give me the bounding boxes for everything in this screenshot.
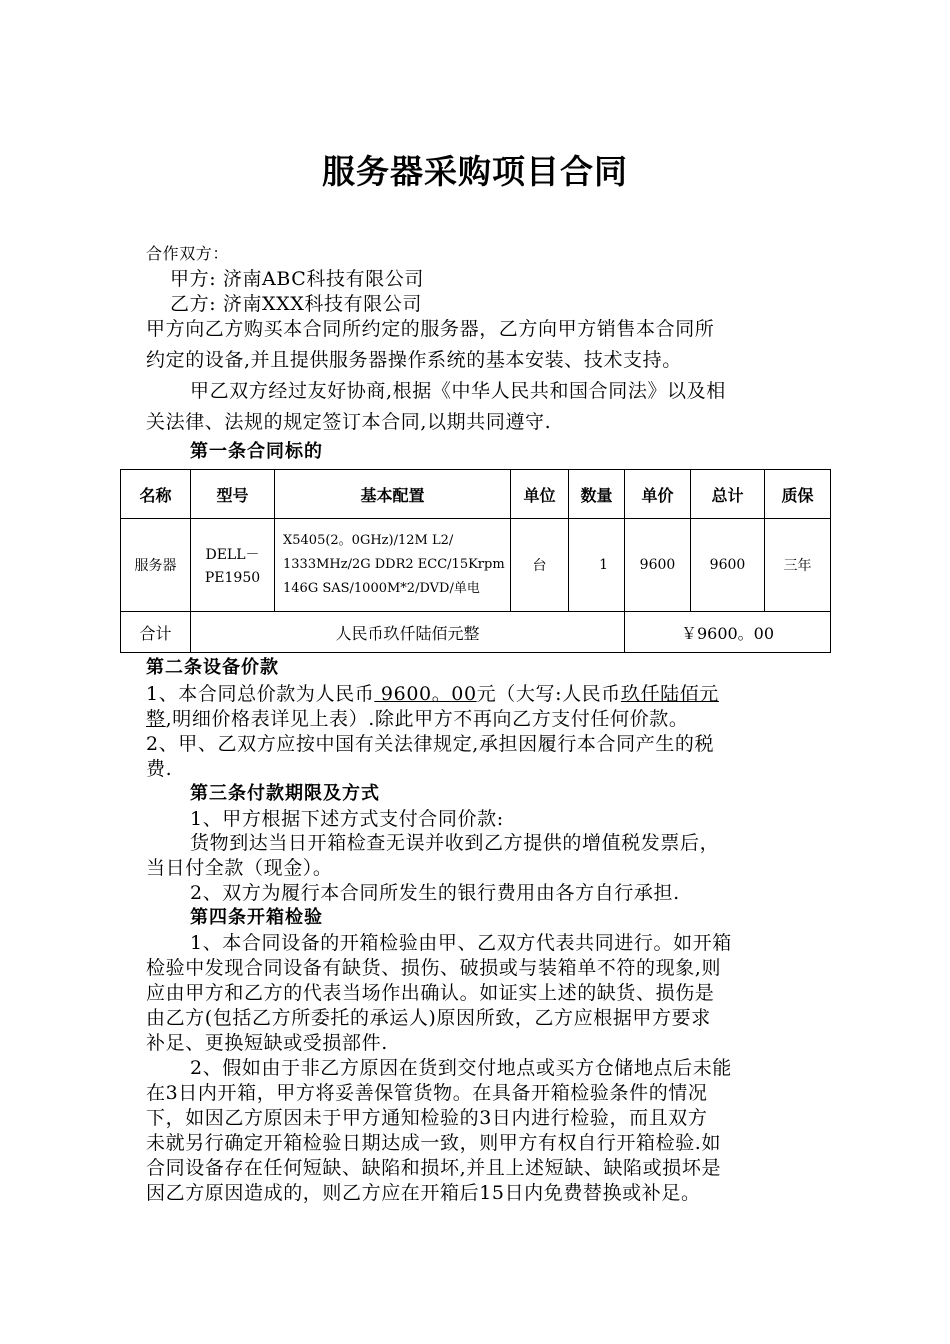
article4-heading: 第四条开箱检验 (190, 907, 323, 928)
article3-line: 货物到达当日开箱检查无误并收到乙方提供的增值税发票后， (190, 832, 720, 854)
total-label: 合计 (121, 612, 191, 653)
article3-line: 2、双方为履行本合同所发生的银行费用由各方自行承担. (190, 882, 680, 904)
cell-model-line: DELL－ (205, 547, 260, 563)
cell-name: 服务器 (121, 519, 191, 612)
intro-paragraph-line: 约定的设备,并且提供服务器操作系统的基本安装、技术支持。 (146, 349, 682, 371)
table-total-row (121, 612, 831, 653)
article3-line: 当日付全款（现金）。 (146, 857, 333, 879)
table-header-row (121, 470, 831, 519)
page-title: 服务器采购项目合同 (322, 152, 628, 191)
article4-line: 下，如因乙方原因未于甲方通知检验的3日内进行检验，而且双方 (146, 1107, 708, 1129)
header-cell-model: 型号 (191, 470, 275, 519)
cell-warranty: 三年 (765, 519, 831, 612)
article3-heading: 第三条付款期限及方式 (190, 783, 380, 804)
article2-line (146, 706, 689, 732)
intro-paragraph-line: 甲方向乙方购买本合同所约定的服务器，乙方向甲方销售本合同所 (146, 318, 715, 340)
header-cell-unit-price: 单价 (625, 470, 691, 519)
article2-line: 2、甲、乙双方应按中国有关法律规定,承担因履行本合同产生的税 (146, 733, 715, 755)
article2-text: 元（大写:人民币 (476, 683, 621, 705)
total-amount: ￥9600。00 (625, 612, 831, 653)
header-cell-total: 总计 (691, 470, 765, 519)
article4-line: 在3日内开箱，甲方将妥善保管货物。在具备开箱检验条件的情况 (146, 1082, 708, 1104)
article4-line: 应由甲方和乙方的代表当场作出确认。如证实上述的缺货、损伤是 (146, 982, 715, 1004)
article2-line: 费. (146, 758, 173, 780)
cell-config-line: 146G SAS/1000M*2/DVD/单电 (283, 581, 480, 596)
cell-unit: 台 (511, 519, 569, 612)
cell-model-line: PE1950 (204, 570, 261, 586)
article4-line: 由乙方(包括乙方所委托的承运人)原因所致，乙方应根据甲方要求 (146, 1007, 711, 1029)
article4-line: 补足、更换短缺或受损部件. (146, 1032, 388, 1054)
header-cell-name: 名称 (121, 470, 191, 519)
table-row (121, 519, 831, 612)
parties-label: 合作双方： (146, 244, 230, 263)
total-price-words: 整 (146, 708, 166, 730)
cell-unit-price: 9600 (625, 519, 691, 612)
cell-model (191, 519, 275, 612)
total-price-amount: 9600。00 (374, 683, 477, 705)
article3-line: 1、甲方根据下述方式支付合同价款: (190, 808, 504, 830)
article2-line (146, 681, 719, 707)
header-cell-config: 基本配置 (275, 470, 511, 519)
intro-paragraph-line: 关法律、法规的规定签订本合同,以期共同遵守. (146, 411, 552, 433)
total-amount-words: 人民币玖仟陆佰元整 (191, 612, 625, 653)
contract-items-table (120, 469, 831, 653)
cell-config-line: X5405(2。0GHz)/12M L2/ (283, 533, 454, 548)
header-cell-quantity: 数量 (569, 470, 625, 519)
article4-line: 2、假如由于非乙方原因在货到交付地点或买方仓储地点后未能 (190, 1057, 732, 1079)
article4-line: 未就另行确定开箱检验日期达成一致，则甲方有权自行开箱检验.如 (146, 1132, 722, 1154)
article1-heading: 第一条合同标的 (190, 441, 323, 462)
party-b: 乙方: 济南XXX科技有限公司 (170, 293, 423, 315)
cell-config-line: 1333MHz/2G DDR2 ECC/15Krpm (283, 557, 505, 572)
total-price-words: 玖仟陆佰元 (620, 683, 719, 705)
cell-total: 9600 (691, 519, 765, 612)
article4-line: 合同设备存在任何短缺、缺陷和损坏,并且上述短缺、缺陷或损坏是 (146, 1157, 722, 1179)
article2-text: 1、本合同总价款为人民币 (146, 683, 375, 705)
intro-paragraph-line: 甲乙双方经过友好协商,根据《中华人民共和国合同法》以及相 (190, 380, 726, 402)
article4-line: 1、本合同设备的开箱检验由甲、乙双方代表共同进行。如开箱 (190, 932, 732, 954)
header-cell-warranty: 质保 (765, 470, 831, 519)
header-cell-unit: 单位 (511, 470, 569, 519)
article2-heading: 第二条设备价款 (146, 657, 279, 678)
article4-line: 因乙方原因造成的，则乙方应在开箱后15日内免费替换或补足。 (146, 1182, 701, 1204)
article4-line: 检验中发现合同设备有缺货、损伤、破损或与装箱单不符的现象,则 (146, 957, 722, 979)
cell-quantity: 1 (569, 519, 625, 612)
cell-config (275, 519, 511, 612)
party-a: 甲方: 济南ABC科技有限公司 (170, 268, 425, 290)
article2-text: ,明细价格表详见上表）.除此甲方不再向乙方支付任何价款。 (165, 708, 689, 730)
